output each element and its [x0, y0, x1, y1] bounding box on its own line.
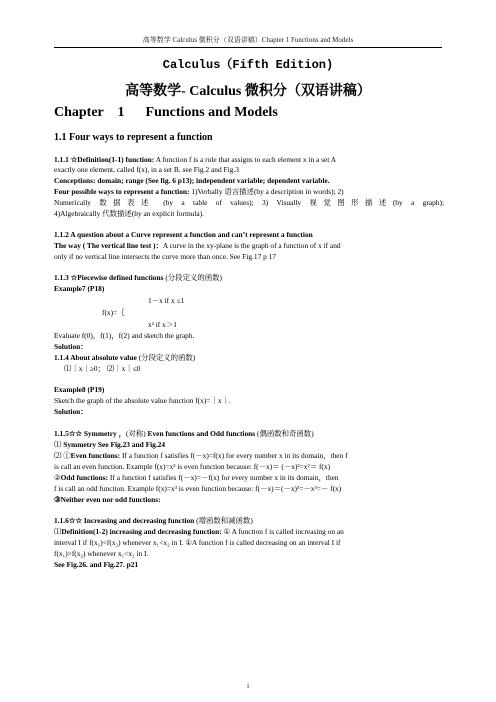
example-7-label: Example7 (P18)	[54, 284, 105, 293]
section-heading-1-1-4: 1.1.4 About absolute value (分段定义的函数)	[54, 353, 196, 362]
odd-functions-line-2: f is call an odd function. Example f(x)=x³ is even function because: f(－x)＝(－x)³=－x³=－ f(x)	[54, 484, 342, 493]
definition-1-2-line-1: ⑴Definition(1-2) increasing and decreasing function: ① A function f is called increasing on an	[54, 527, 344, 536]
definition-1-1-line-1: 1.1.1 ☆Definition(1-1) function: A function f is a rule that assigns to each element x in a set A	[54, 155, 337, 164]
running-header: 高等数学 Calculus 微积分（双语讲稿）Chapter 1 Functions and Models	[142, 36, 354, 44]
solution-label-1: Solution：	[54, 342, 88, 351]
four-ways-line-1: Four possible ways to represent a function: 1)Verbally 语言描述(by a description in words); 2)	[54, 187, 344, 196]
piecewise-row-1: 1－x if x ≤1	[148, 296, 185, 305]
neither-line: ③Neither even nor odd functions:	[54, 495, 161, 504]
evaluate-line: Evaluate f(0)，f(1)，f(2) and sketch the graph.	[54, 331, 195, 340]
even-functions-line-1: ⑵ ①Even functions: If a function f satisfies f(－x)=f(x) for every number x in its domain，then f	[54, 451, 348, 460]
document-title: Calculus（Fifth Edition)	[162, 58, 334, 72]
absolute-value-properties: ⑴｜x｜≥0； ⑵｜x｜≤0	[64, 364, 141, 373]
page-number: 1	[246, 684, 250, 690]
conceptions-line: Conceptions: domain; range (See fig. 6 p13); independent variable; dependent variable.	[54, 176, 330, 185]
four-ways-line-2: Numerically 数据表述 (by a table of values); 3) Visually 视觉图形描述(by a graph);	[54, 198, 444, 207]
solution-label-2: Solution：	[54, 407, 88, 416]
four-ways-line-3: 4)Algebraically 代数描述(by an explicit formula).	[54, 209, 205, 218]
section-heading-1-1-2: 1.1.2 A question about a Curve represent a function and can’t represent a function	[54, 230, 313, 239]
section-heading-1-1-6: 1.1.6☆☆ Increasing and decreasing function (增函数和减函数)	[54, 516, 253, 525]
see-figures-line: See Fig.26. and Fig.27. p21	[54, 560, 139, 569]
section-heading-1-1: 1.1 Four ways to represent a function	[54, 132, 213, 143]
section-heading-1-1-3: 1.1.3 ☆Piecewise defined functions (分段定义的函数)	[54, 273, 222, 282]
section-heading-1-1-5: 1.1.5☆☆ Symmetry ，(对称) Even functions and Odd functions (偶函数和奇函数)	[54, 429, 314, 438]
vertical-line-test-line-1: The way ( The vertical line test )：A curve in the xy-plane is the graph of a function of x if and	[54, 241, 341, 250]
definition-1-1-line-2: exactly one element, called f(x), in a set B. see Fig.2 and Fig.3	[54, 165, 239, 174]
header-rule	[54, 47, 442, 48]
definition-1-2-line-2: interval I if f(x₁)<f(x₂) whenever x₁<x₂ in I. ①A function f is called decreasing on an interval I if	[54, 538, 341, 547]
piecewise-row-2: x² if x＞1	[148, 320, 177, 329]
example-8-label: Example8 (P19)	[54, 385, 105, 394]
sketch-line: Sketch the graph of the absolute value function f(x)=｜x｜.	[54, 396, 231, 405]
document-subtitle: 高等数学- Calculus 微积分（双语讲稿）	[125, 84, 371, 99]
even-functions-line-2: is call an even function. Example f(x)=x² is even function because: f(－x)＝ (－x)²=x²＝ f(x)	[54, 462, 331, 471]
chapter-heading: Chapter 1 Functions and Models	[54, 105, 278, 120]
definition-1-2-line-3: f(x₁)>f(x₂) whenever x₁<x₂ in I.	[54, 549, 149, 558]
odd-functions-line-1: ②Odd functions: If a function f satisfies f(－x)=－f(x) for every number x in its domain，then	[54, 473, 339, 482]
vertical-line-test-line-2: only if no vertical line intersects the curve more than once. See Fig.17 p 17	[54, 252, 277, 261]
symmetry-line: ⑴ Symmetry See Fig.23 and Fig.24	[54, 440, 166, 449]
piecewise-function-label: f(x)=｛	[102, 308, 125, 317]
